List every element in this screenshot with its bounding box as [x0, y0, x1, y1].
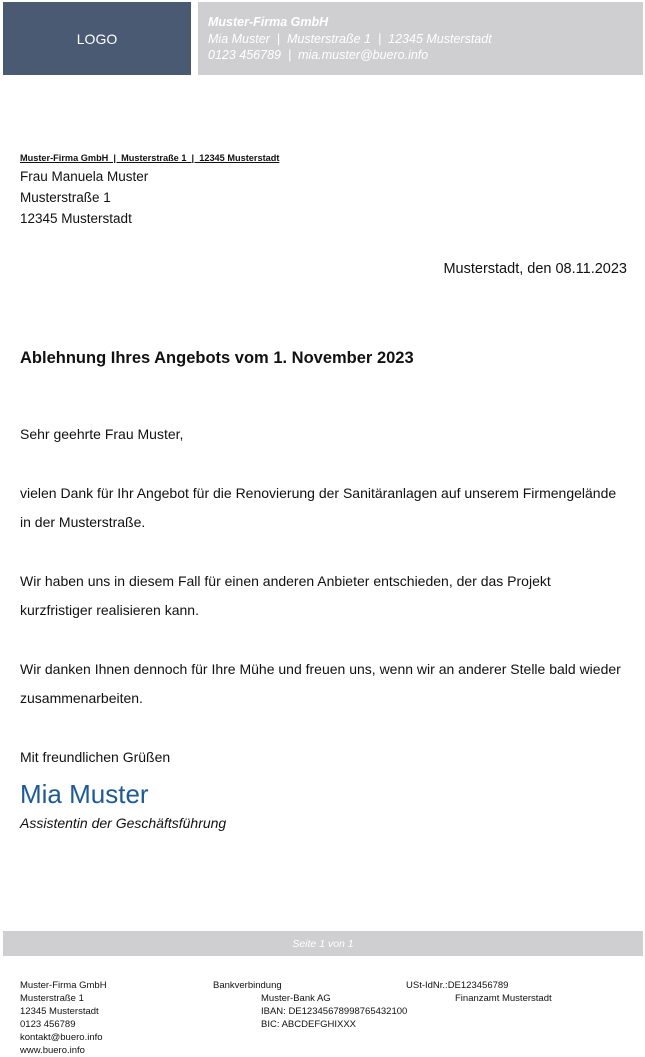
footer-bank-title: Bankverbindung	[213, 980, 282, 991]
letterhead-address: Mia Muster | Musterstraße 1 | 12345 Musterstadt	[208, 31, 492, 46]
letterhead-contact: 0123 456789 | mia.muster@buero.info	[208, 48, 429, 62]
recipient-name: Frau Manuela Muster	[20, 169, 149, 184]
footer-website: www.buero.info	[20, 1045, 85, 1056]
footer-city: 12345 Musterstadt	[20, 1006, 99, 1017]
letterhead	[198, 2, 643, 75]
signature-name: Mia Muster	[20, 779, 149, 809]
footer-tax-office: Finanzamt Musterstadt	[455, 993, 552, 1004]
footer-tax-id: USt-IdNr.:DE123456789	[406, 980, 509, 991]
page-indicator-bar	[3, 931, 643, 956]
footer-phone: 0123 456789	[20, 1019, 76, 1030]
body-paragraph-2: Wir haben uns in diesem Fall für einen anderen Anbieter entschieden, der das Projekt kurzfristiger realisieren kann.	[20, 573, 551, 618]
footer-company-column	[20, 979, 107, 1057]
footer-bic: BIC: ABCDEFGHIXXX	[261, 1019, 357, 1030]
sender-return-line: Muster-Firma GmbH | Musterstraße 1 | 12345 Musterstadt	[20, 153, 280, 163]
body-paragraph-3: Wir danken Ihnen dennoch für Ihre Mühe und freuen uns, wenn wir an anderer Stelle bald wieder zusammenarbeiten.	[20, 661, 621, 706]
footer-email: kontakt@buero.info	[20, 1032, 103, 1043]
recipient-city: 12345 Musterstadt	[20, 211, 132, 226]
recipient-street: Musterstraße 1	[20, 190, 111, 205]
letterhead-company: Muster-Firma GmbH	[208, 15, 329, 29]
signature-role: Assistentin der Geschäftsführung	[20, 815, 227, 831]
footer-bank-name: Muster-Bank AG	[261, 993, 331, 1004]
footer-iban: IBAN: DE12345678998765432100	[261, 1006, 408, 1017]
body-paragraph-1: vielen Dank für Ihr Angebot für die Renovierung der Sanitäranlagen auf unserem Firmengelände in der Musterstraße.	[20, 485, 617, 530]
page-indicator: Seite 1 von 1	[292, 937, 354, 950]
closing: Mit freundlichen Grüßen	[20, 749, 171, 765]
letter-date: Musterstadt, den 08.11.2023	[443, 261, 627, 277]
logo-text: LOGO	[76, 30, 118, 47]
logo	[3, 2, 191, 75]
footer-company: Muster-Firma GmbH	[20, 980, 107, 991]
footer-street: Musterstraße 1	[20, 993, 84, 1004]
salutation: Sehr geehrte Frau Muster,	[20, 426, 184, 442]
footer-bank-column	[261, 992, 407, 1031]
letter-subject: Ablehnung Ihres Angebots vom 1. November 2023	[20, 349, 414, 367]
